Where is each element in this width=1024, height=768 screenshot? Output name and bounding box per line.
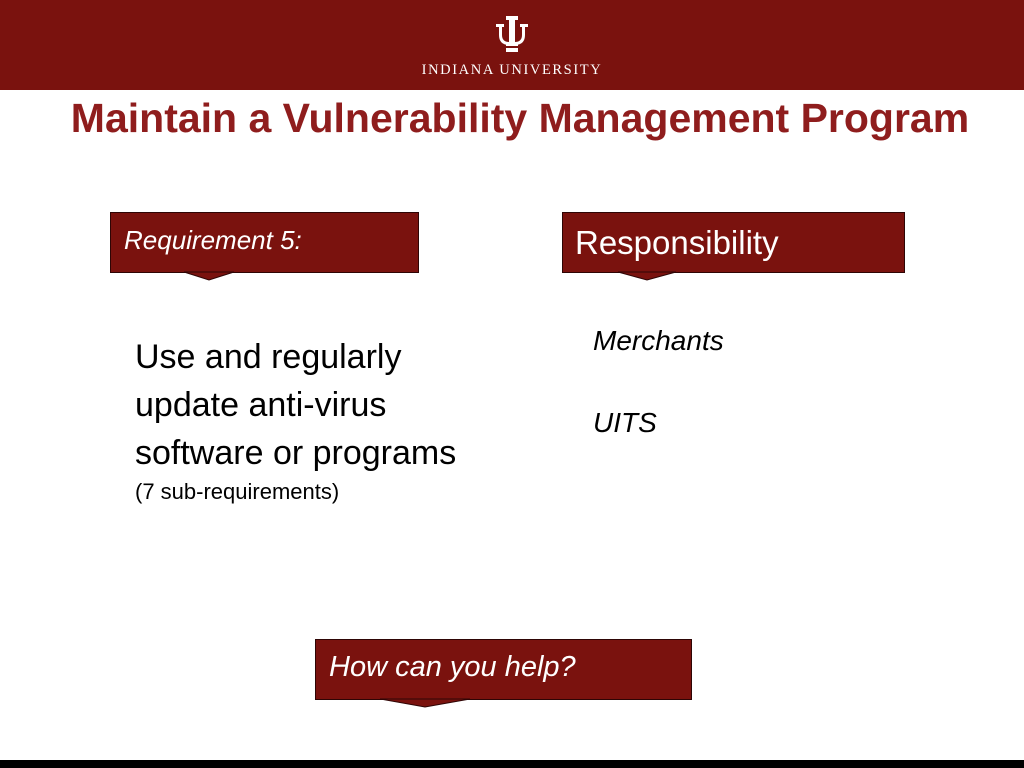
help-callout-box xyxy=(315,639,692,700)
responsibility-label: Responsibility xyxy=(575,224,779,261)
header-band xyxy=(0,0,1024,90)
responsibility-callout-box xyxy=(562,212,905,273)
requirement-text: Use and regularly update anti-virus software or programs xyxy=(135,338,457,472)
footer-bar xyxy=(0,760,1024,768)
requirement-callout-box xyxy=(110,212,419,273)
slide-title: Maintain a Vulnerability Management Program xyxy=(70,95,970,141)
university-wordmark: INDIANA UNIVERSITY xyxy=(421,62,603,78)
requirement-callout-pointer xyxy=(110,272,419,281)
requirement-callout xyxy=(110,212,419,281)
requirement-label: Requirement 5: xyxy=(124,225,302,255)
responsibility-callout xyxy=(562,212,905,281)
help-callout xyxy=(315,639,692,708)
responsibility-callout-pointer xyxy=(562,272,905,281)
help-label: How can you help? xyxy=(329,651,576,683)
responsibility-item-uits: UITS xyxy=(593,407,657,438)
requirement-body xyxy=(135,333,475,507)
responsibility-item-merchants: Merchants xyxy=(593,325,724,356)
sub-requirements-note: (7 sub-requirements) xyxy=(135,479,340,504)
help-callout-pointer xyxy=(315,699,692,708)
iu-trident-icon xyxy=(494,14,530,54)
